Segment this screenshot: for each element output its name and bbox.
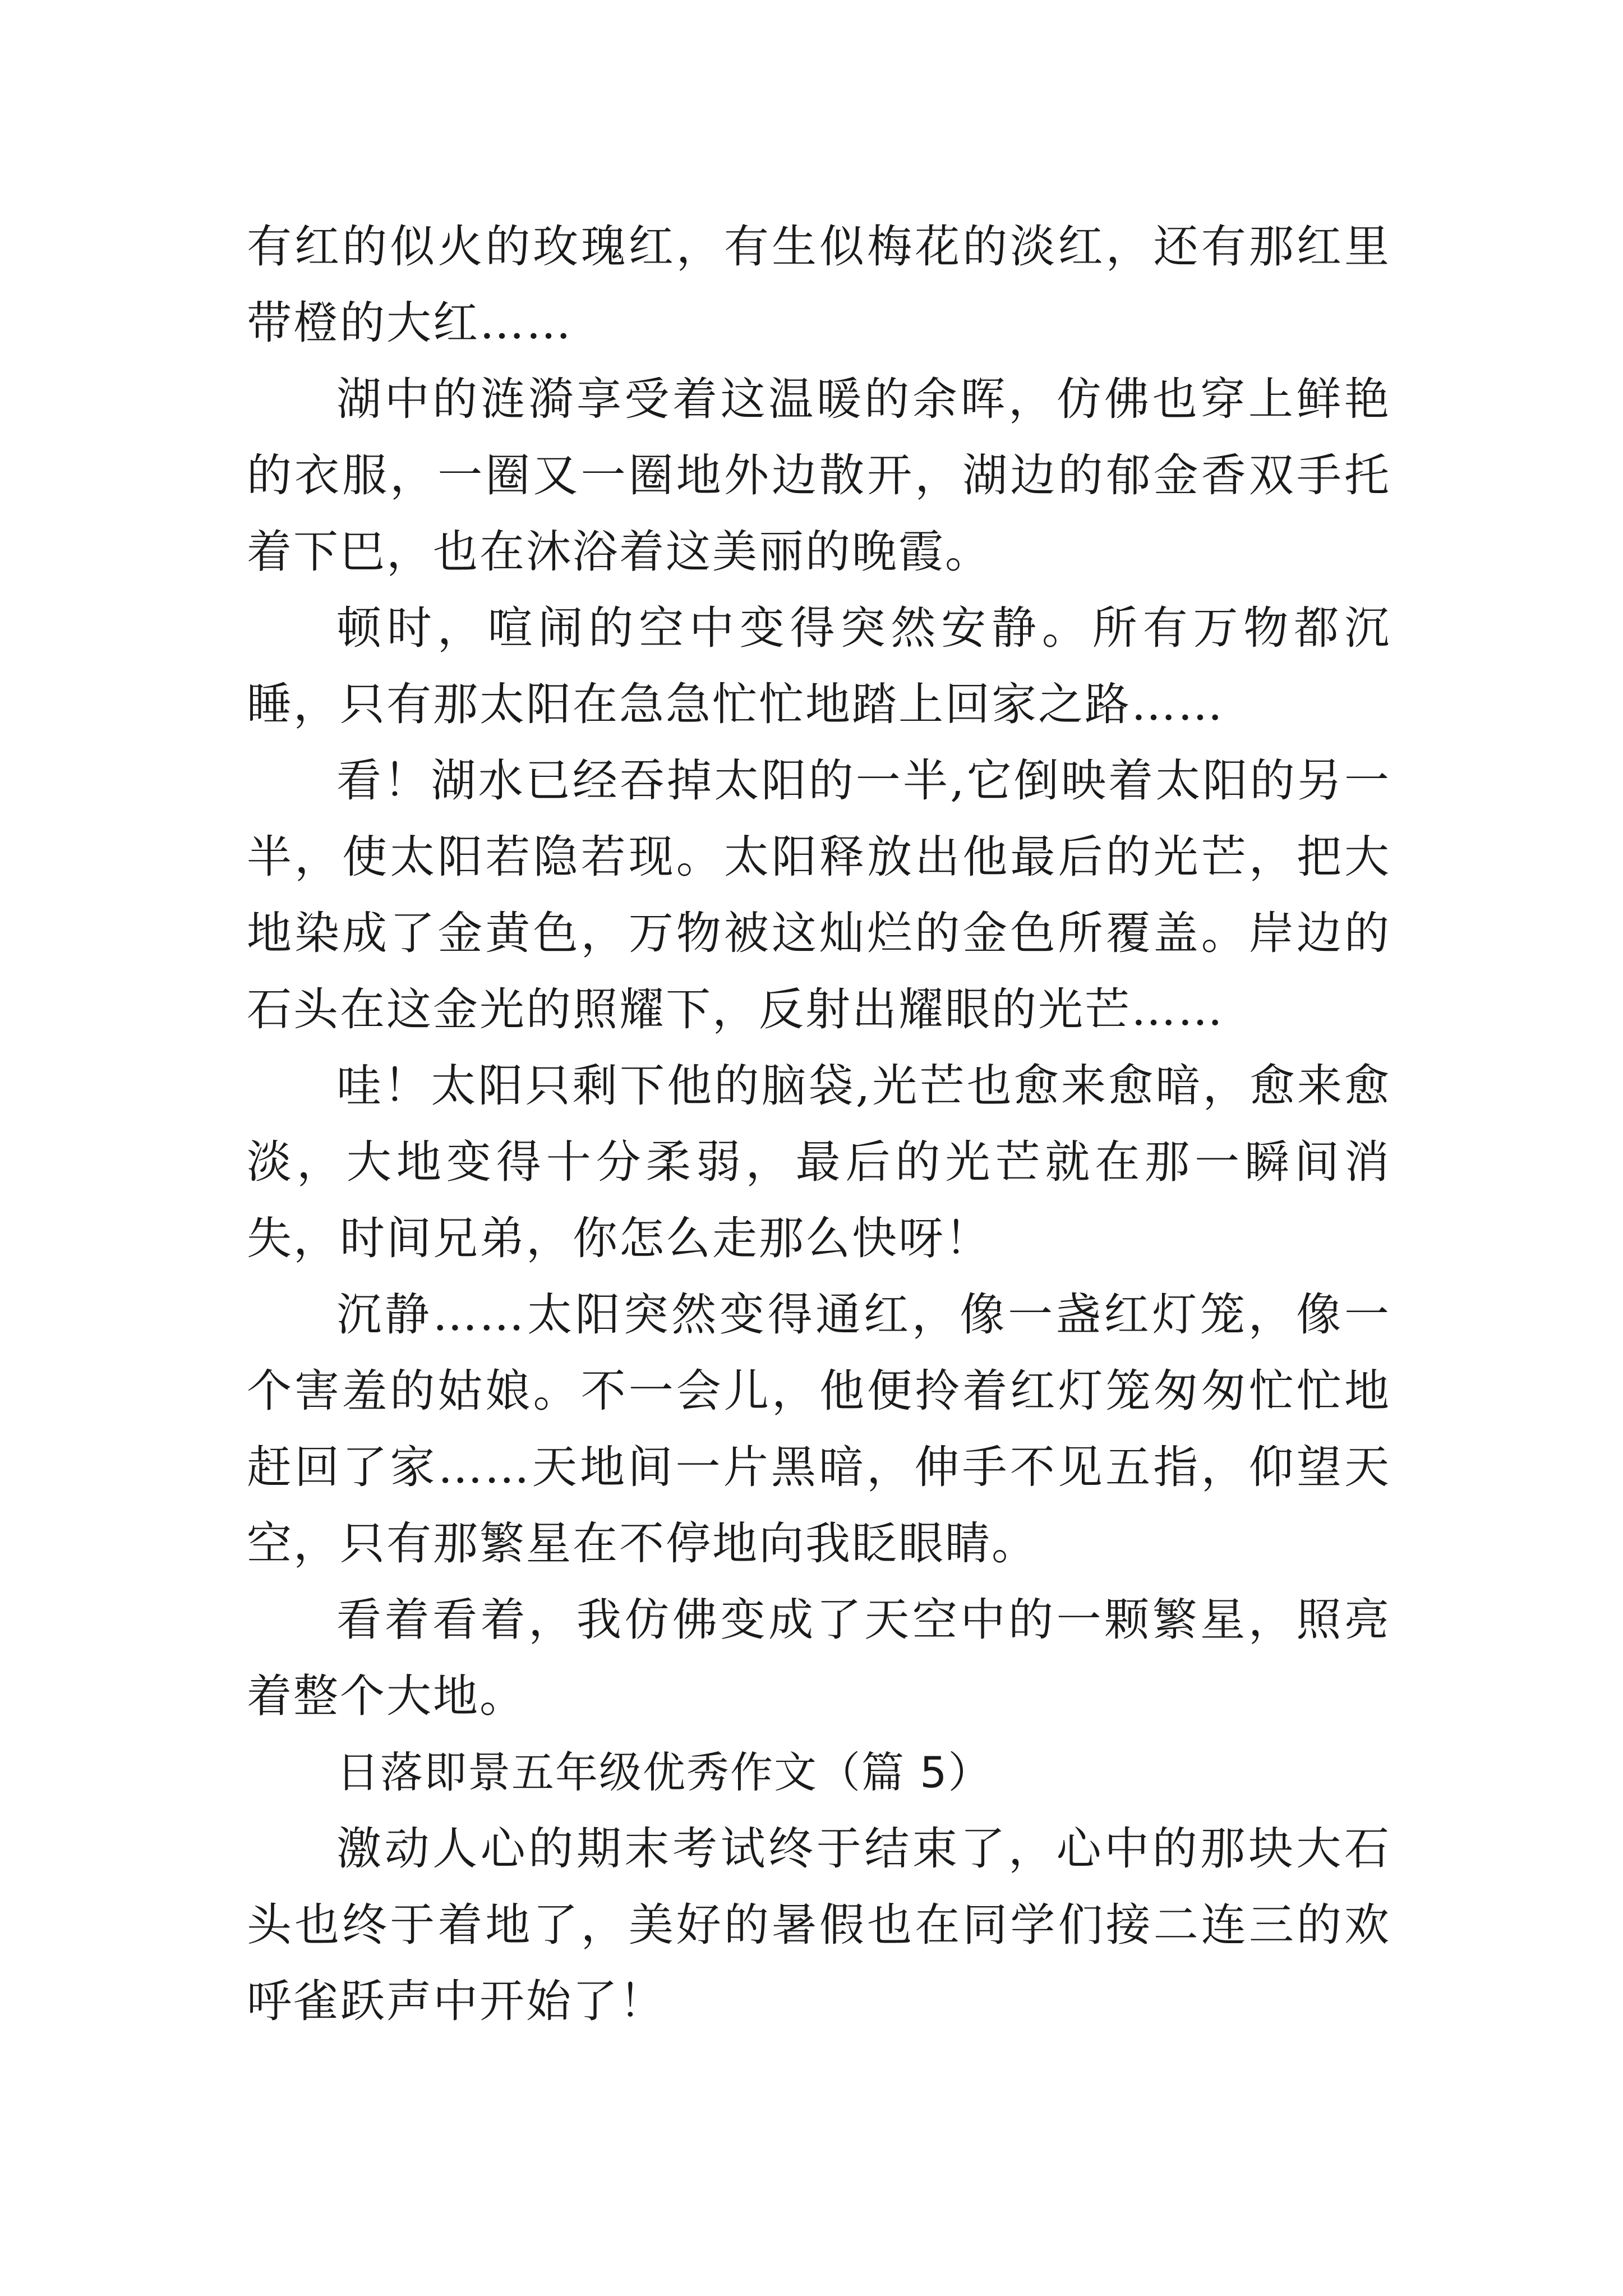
paragraph: 湖中的涟漪享受着这温暖的余晖，仿佛也穿上鲜艳的衣服，一圈又一圈地外边散开，湖边的郁金香双手托着下巴，也在沐浴着这美丽的晚霞。 [247, 373, 1391, 578]
paragraph: 哇！太阳只剩下他的脑袋,光芒也愈来愈暗，愈来愈淡，大地变得十分柔弱，最后的光芒就在那一瞬间消失，时间兄弟，你怎么走那么快呀！ [247, 1060, 1391, 1264]
paragraph: 激动人心的期末考试终于结束了，心中的那块大石头也终于着地了，美好的暑假也在同学们接二连三的欢呼雀跃声中开始了！ [247, 1823, 1391, 2027]
document-body [247, 209, 1391, 2040]
paragraph: 顿时，喧闹的空中变得突然安静。所有万物都沉睡，只有那太阳在急急忙忙地踏上回家之路…… [247, 602, 1391, 730]
paragraph: 看！湖水已经吞掉太阳的一半,它倒映着太阳的另一半，使太阳若隐若现。太阳释放出他最后的光芒，把大地染成了金黄色，万物被这灿烂的金色所覆盖。岸边的石头在这金光的照耀下，反射出耀眼的光芒…… [247, 754, 1391, 1036]
paragraph: 看着看着，我仿佛变成了天空中的一颗繁星，照亮着整个大地。 [247, 1594, 1391, 1722]
paragraph: 沉静……太阳突然变得通红，像一盏红灯笼，像一个害羞的姑娘。不一会儿，他便拎着红灯笼匆匆忙忙地赶回了家……天地间一片黑暗，伸手不见五指，仰望天空，只有那繁星在不停地向我眨眼睛。 [247, 1289, 1391, 1570]
section-heading: 日落即景五年级优秀作文（篇 5） [336, 1747, 992, 1797]
paragraph: 有红的似火的玫瑰红，有生似梅花的淡红，还有那红里带橙的大红…… [247, 220, 1391, 349]
